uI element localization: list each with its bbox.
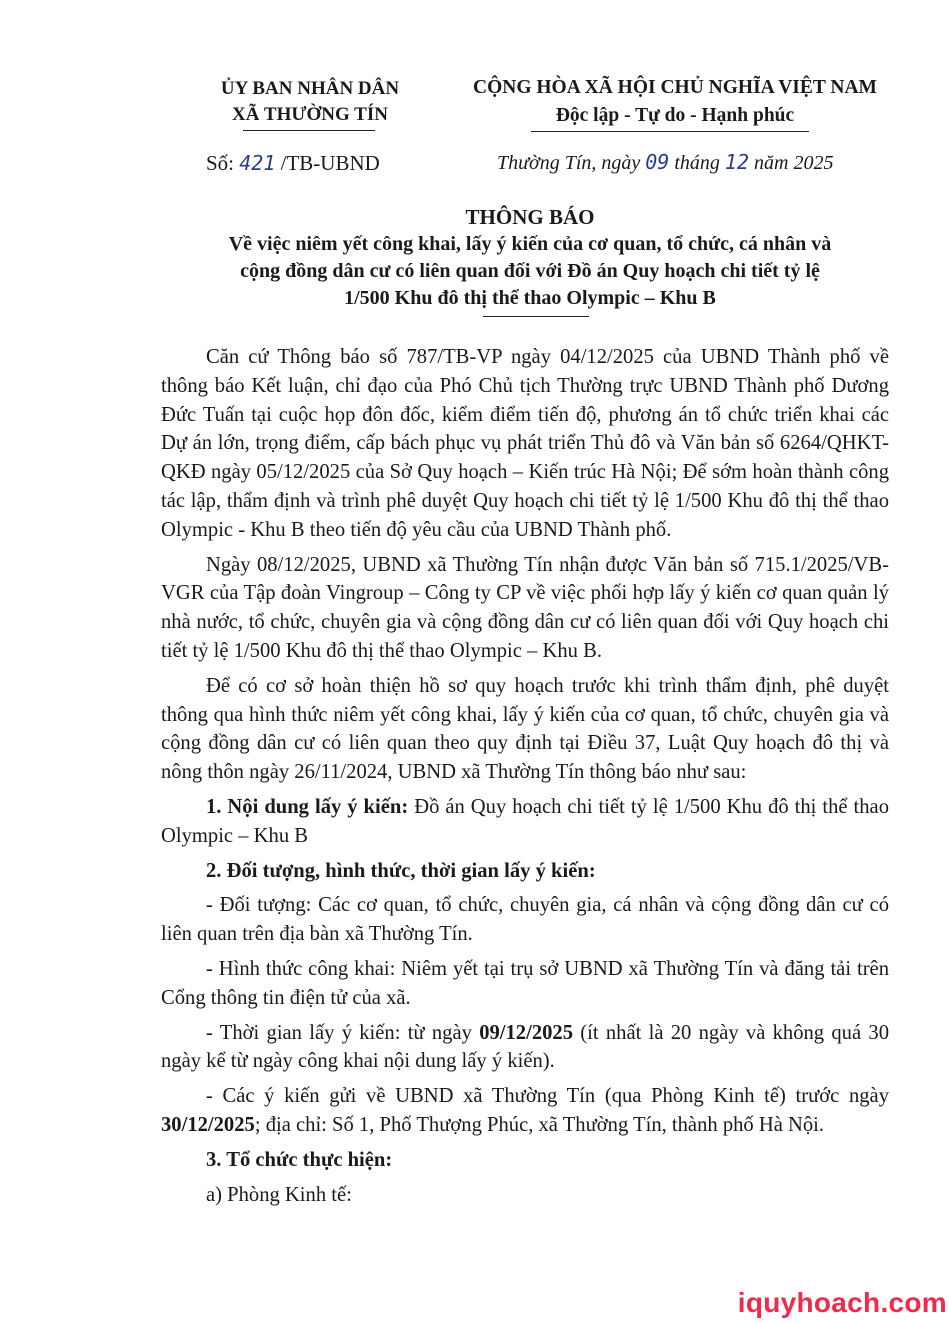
agency-underline: [243, 130, 375, 131]
deadline-date: 30/12/2025: [161, 1113, 255, 1136]
paragraph-basis: Căn cứ Thông báo số 787/TB-VP ngày 04/12/2025 của UBND Thành phố về thông báo Kết luận, chỉ đạo của Phó Chủ tịch Thường trực UBND Thành phố Dương Đức Tuấn tại cuộc họp đôn đốc, kiểm điểm tiến độ, phương án tổ chức triển khai các Dự án lớn, trọng điểm, cấp bách phục vụ phát triển Thủ đô và Văn bản số 6264/QHKT-QKĐ ngày 05/12/2025 của Sở Quy hoạch – Kiến trúc Hà Nội; Để sớm hoàn thành công tác lập, thẩm định và trình phê duyệt Quy hoạch chi tiết tỷ lệ 1/500 Khu đô thị thể thao Olympic - Khu B theo tiến độ yêu cầu của UBND Thành phố.: [161, 346, 889, 541]
site-watermark: iquyhoach.com: [737, 1287, 947, 1318]
issuing-agency: [150, 76, 470, 128]
title-sub-line-3: 1/500 Khu đô thị thể thao Olympic – Khu B: [344, 287, 716, 309]
section-2-item-time: [161, 1019, 889, 1077]
section-2-heading: [161, 857, 889, 886]
section-2-item-target: - Đối tượng: Các cơ quan, tổ chức, chuyên gia, cá nhân và cộng đồng dân cư có liên quan trên địa bàn xã Thường Tín.: [161, 894, 889, 946]
date-month-label: tháng: [674, 152, 720, 174]
agency-line-1: ỦY BAN NHÂN DÂN: [220, 78, 400, 99]
date-year: năm 2025: [754, 152, 834, 174]
section-3-heading: [161, 1146, 889, 1175]
time-text-a: - Thời gian lấy ý kiến: từ ngày: [206, 1021, 480, 1044]
nation-motto: Độc lập - Tự do - Hạnh phúc: [555, 105, 795, 126]
title-sub-line-2: cộng đồng dân cư có liên quan đối với Đồ án Quy hoạch chi tiết tỷ lệ: [240, 260, 820, 282]
doc-number-suffix: /TB-UBND: [280, 151, 380, 175]
section-3-heading-text: 3. Tổ chức thực hiện:: [206, 1148, 393, 1171]
date-month: 12: [724, 150, 750, 174]
section-3-item-a: a) Phòng Kinh tế:: [206, 1183, 352, 1206]
date-place-prefix: Thường Tín, ngày: [497, 152, 641, 174]
paragraph-received: Ngày 08/12/2025, UBND xã Thường Tín nhận được Văn bản số 715.1/2025/VB-VGR của Tập đoàn Vingroup – Công ty CP về việc phối hợp lấy ý kiến cơ quan quản lý nhà nước, tổ chức, chuyên gia và cộng đồng dân cư có liên quan đối với Quy hoạch chi tiết tỷ lệ 1/500 Khu đô thị thể thao Olympic – Khu B.: [161, 553, 889, 662]
notice-body: [161, 343, 889, 1209]
title-sub-line-1: Về việc niêm yết công khai, lấy ý kiến của cơ quan, tổ chức, cá nhân và: [228, 233, 832, 255]
issue-date: [497, 150, 833, 175]
paragraph-purpose: Để có cơ sở hoàn thiện hồ sơ quy hoạch trước khi trình thẩm định, phê duyệt thông qua hình thức niêm yết công khai, lấy ý kiến của cơ quan, tổ chức, chuyên gia và cộng đồng dân cư có liên quan theo quy định tại Điều 37, Luật Quy hoạch đô thị và nông thôn ngày 26/11/2024, UBND xã Thường Tín thông báo như sau:: [161, 674, 889, 784]
document-number: [206, 151, 380, 176]
doc-number-prefix: Số:: [206, 151, 235, 175]
time-start-date: 09/12/2025: [479, 1021, 574, 1044]
section-1-text: Đồ án Quy hoạch chi tiết tỷ lệ 1/500 Khu đô thị thể thao Olympic – Khu B: [161, 795, 889, 847]
motto-underline: [531, 131, 809, 132]
deadline-text-a: - Các ý kiến gửi về UBND xã Thường Tín (qua Phòng Kinh tế) trước ngày: [206, 1085, 889, 1108]
section-1-heading: 1. Nội dung lấy ý kiến:: [206, 795, 409, 818]
title-underline: [483, 316, 589, 317]
section-2-item-deadline: [161, 1082, 889, 1140]
time-text-b: (ít nhất là 20 ngày và không quá 30 ngày kể từ ngày công khai nội dung lấy ý kiến).: [161, 1021, 889, 1073]
section-2-item-form: - Hình thức công khai: Niêm yết tại trụ sở UBND xã Thường Tín và đăng tải trên Cổng thông tin điện tử của xã.: [161, 957, 889, 1009]
date-day: 09: [645, 150, 670, 174]
doc-number-value: 421: [239, 151, 276, 175]
nation-line-1: CỘNG HÒA XÃ HỘI CHỦ NGHĨA VIỆT NAM: [473, 77, 877, 98]
deadline-text-b: ; địa chỉ: Số 1, Phố Thượng Phúc, xã Thường Tín, thành phố Hà Nội.: [254, 1113, 825, 1136]
notice-title: [150, 203, 910, 312]
title-main: THÔNG BÁO: [465, 205, 595, 229]
national-header: [455, 74, 895, 130]
section-1: [161, 793, 889, 851]
section-2-heading-text: 2. Đối tượng, hình thức, thời gian lấy ý kiến:: [206, 859, 596, 882]
agency-line-2: XÃ THƯỜNG TÍN: [232, 104, 388, 125]
